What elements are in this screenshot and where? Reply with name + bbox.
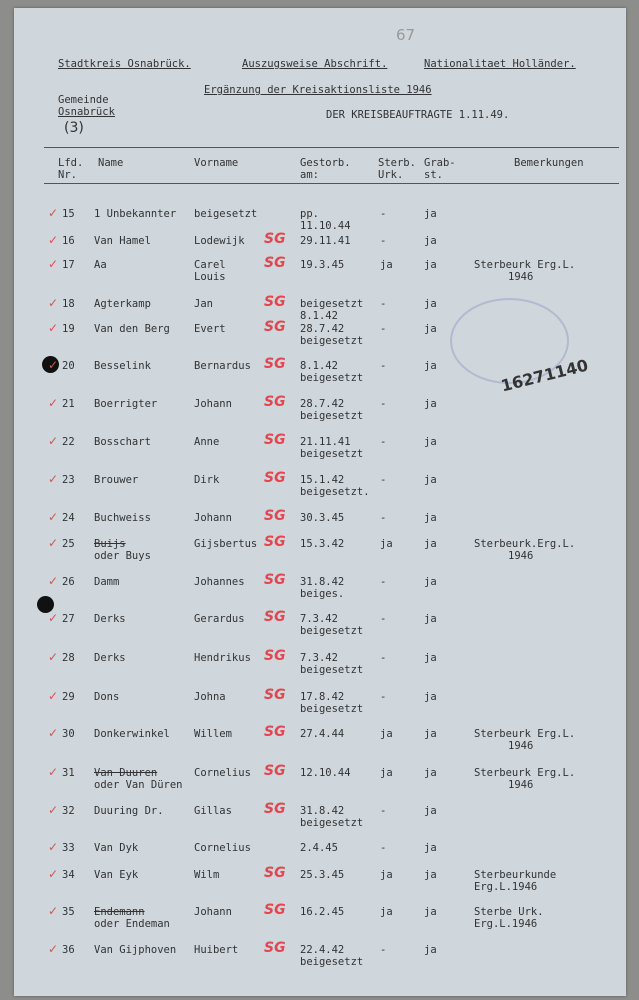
col-nr: Nr. — [58, 169, 77, 181]
row-vorname: Cornelius — [194, 767, 251, 779]
row-date: beigesetzt — [300, 298, 364, 310]
header-city: Stadtkreis Osnabrück. — [58, 58, 191, 70]
row-date-2: beiges. — [300, 588, 345, 600]
row-number: 32 — [62, 805, 75, 817]
row-vorname: Dirk — [194, 474, 220, 486]
row-number: 18 — [62, 298, 75, 310]
row-sterb-urk: - — [380, 652, 387, 664]
row-sterb-urk: - — [380, 842, 387, 854]
row-sg-mark: SG — [264, 940, 286, 956]
row-grab: ja — [424, 538, 437, 550]
row-grab: ja — [424, 842, 437, 854]
row-name: Van Dyk — [94, 842, 139, 854]
row-name: Damm — [94, 576, 120, 588]
row-check-mark: ✓ — [48, 574, 59, 588]
row-check-mark: ✓ — [48, 840, 59, 854]
row-date: 8.1.42 — [300, 360, 338, 372]
row-grab: ja — [424, 259, 437, 271]
row-grab: ja — [424, 576, 437, 588]
row-date: 31.8.42 — [300, 576, 345, 588]
row-sterb-urk: - — [380, 398, 387, 410]
row-check-mark: ✓ — [48, 904, 59, 918]
row-name: Boerrigter — [94, 398, 158, 410]
row-vorname: Gerardus — [194, 613, 245, 625]
row-vorname: Evert — [194, 323, 226, 335]
row-name: Duuring Dr. — [94, 805, 164, 817]
row-sterb-urk: - — [380, 613, 387, 625]
col-gestorb: Gestorb. — [300, 157, 351, 169]
row-sterb-urk: - — [380, 436, 387, 448]
row-number: 33 — [62, 842, 75, 854]
row-check-mark: ✓ — [48, 434, 59, 448]
row-date: 28.7.42 — [300, 398, 345, 410]
row-number: 28 — [62, 652, 75, 664]
row-bemerkung-2: Erg.L.1946 — [474, 881, 538, 893]
row-number: 23 — [62, 474, 75, 486]
row-sterb-urk: ja — [380, 869, 393, 881]
row-check-mark: ✓ — [48, 867, 59, 881]
row-name: Buijs — [94, 538, 126, 550]
row-name: Van Duuren — [94, 767, 158, 779]
row-grab: ja — [424, 767, 437, 779]
row-vorname: Johann — [194, 512, 232, 524]
row-sterb-urk: - — [380, 235, 387, 247]
row-vorname: Lodewijk — [194, 235, 245, 247]
row-check-mark: ✓ — [48, 233, 59, 247]
row-date: 7.3.42 — [300, 652, 338, 664]
row-number: 30 — [62, 728, 75, 740]
row-number: 21 — [62, 398, 75, 410]
col-sterb: Sterb. — [378, 157, 416, 169]
row-sterb-urk: - — [380, 805, 387, 817]
row-grab: ja — [424, 805, 437, 817]
row-name: Van den Berg — [94, 323, 170, 335]
row-check-mark: ✓ — [48, 942, 59, 956]
row-number: 20 — [62, 360, 75, 372]
row-bemerkung-2: 1946 — [508, 740, 534, 752]
header-rule-top — [44, 147, 619, 148]
row-sterb-urk: - — [380, 298, 387, 310]
row-name: Bosschart — [94, 436, 151, 448]
row-sg-mark: SG — [264, 534, 286, 550]
col-urk: Urk. — [378, 169, 404, 181]
col-name: Name — [98, 157, 124, 169]
row-bemerkung: Sterbeurk Erg.L. — [474, 767, 576, 779]
row-grab: ja — [424, 208, 437, 220]
row-date-2: beigesetzt. — [300, 486, 370, 498]
row-name: Aa — [94, 259, 107, 271]
row-number: 15 — [62, 208, 75, 220]
row-check-mark: ✓ — [48, 206, 59, 220]
row-vorname: Gijsbertus — [194, 538, 258, 550]
row-date-2: beigesetzt — [300, 625, 364, 637]
row-vorname: Gillas — [194, 805, 232, 817]
row-check-mark: ✓ — [48, 257, 59, 271]
row-sg-mark: SG — [264, 356, 286, 372]
row-date-2: beigesetzt — [300, 817, 364, 829]
row-vorname: Bernardus — [194, 360, 251, 372]
row-grab: ja — [424, 906, 437, 918]
row-sterb-urk: - — [380, 512, 387, 524]
row-date: 16.2.45 — [300, 906, 345, 918]
row-sg-mark: SG — [264, 255, 286, 271]
row-number: 29 — [62, 691, 75, 703]
header-supplement: Ergänzung der Kreisaktionsliste 1946 — [204, 84, 432, 96]
row-date-2: 8.1.42 — [300, 310, 338, 322]
row-sterb-urk: - — [380, 208, 387, 220]
row-check-mark: ✓ — [48, 472, 59, 486]
row-sg-mark: SG — [264, 902, 286, 918]
row-check-mark: ✓ — [48, 611, 59, 625]
row-sg-mark: SG — [264, 231, 286, 247]
row-sg-mark: SG — [264, 294, 286, 310]
row-check-mark: ✓ — [48, 358, 59, 372]
row-vorname-2: Louis — [194, 271, 226, 283]
row-date-2: beigesetzt — [300, 664, 364, 676]
row-vorname: Hendrikus — [194, 652, 251, 664]
row-date: 2.4.45 — [300, 842, 338, 854]
row-check-mark: ✓ — [48, 765, 59, 779]
row-vorname: Jan — [194, 298, 213, 310]
row-name: Buchweiss — [94, 512, 151, 524]
row-name: Besselink — [94, 360, 151, 372]
row-sg-mark: SG — [264, 319, 286, 335]
row-vorname: Johann — [194, 906, 232, 918]
row-sg-mark: SG — [264, 724, 286, 740]
row-date: 7.3.42 — [300, 613, 338, 625]
row-number: 16 — [62, 235, 75, 247]
row-name: Derks — [94, 652, 126, 664]
row-name: Donkerwinkel — [94, 728, 170, 740]
row-date: 22.4.42 — [300, 944, 345, 956]
row-date: 15.3.42 — [300, 538, 345, 550]
row-date: 28.7.42 — [300, 323, 345, 335]
col-grab: Grab- — [424, 157, 456, 169]
row-name: Endemann — [94, 906, 145, 918]
row-sg-mark: SG — [264, 865, 286, 881]
row-sg-mark: SG — [264, 687, 286, 703]
row-bemerkung-2: Erg.L.1946 — [474, 918, 538, 930]
row-sterb-urk: ja — [380, 259, 393, 271]
row-name: 1 Unbekannter — [94, 208, 177, 220]
stamp-handwritten-number: 16271140 — [499, 355, 591, 396]
row-date: 21.11.41 — [300, 436, 351, 448]
row-grab: ja — [424, 944, 437, 956]
row-check-mark: ✓ — [48, 689, 59, 703]
row-sterb-urk: ja — [380, 767, 393, 779]
row-vorname: Johna — [194, 691, 226, 703]
row-grab: ja — [424, 298, 437, 310]
row-sg-mark: SG — [264, 508, 286, 524]
row-sterb-urk: - — [380, 691, 387, 703]
row-date-2: 11.10.44 — [300, 220, 351, 232]
row-bemerkung-2: 1946 — [508, 550, 534, 562]
row-grab: ja — [424, 474, 437, 486]
row-number: 26 — [62, 576, 75, 588]
row-name: Van Gijphoven — [94, 944, 177, 956]
col-lfd: Lfd. — [58, 157, 84, 169]
row-sterb-urk: ja — [380, 906, 393, 918]
row-grab: ja — [424, 613, 437, 625]
row-bemerkung: Sterbeurkunde — [474, 869, 557, 881]
row-check-mark: ✓ — [48, 536, 59, 550]
row-name: Brouwer — [94, 474, 139, 486]
row-number: 19 — [62, 323, 75, 335]
municipality-name: Osnabrück — [58, 106, 115, 118]
row-bemerkung: Sterbe Urk. — [474, 906, 544, 918]
row-sg-mark: SG — [264, 470, 286, 486]
row-name-alt: oder Buys — [94, 550, 151, 562]
row-number: 34 — [62, 869, 75, 881]
row-number: 17 — [62, 259, 75, 271]
row-sterb-urk: - — [380, 360, 387, 372]
row-sterb-urk: - — [380, 944, 387, 956]
row-date: 30.3.45 — [300, 512, 345, 524]
row-check-mark: ✓ — [48, 396, 59, 410]
row-date-2: beigesetzt — [300, 410, 364, 422]
header-rule-bottom — [44, 183, 619, 184]
header-nationality: Nationalitaet Holländer. — [424, 58, 576, 70]
row-date-2: beigesetzt — [300, 703, 364, 715]
row-vorname: Huibert — [194, 944, 239, 956]
col-bemerkungen: Bemerkungen — [514, 157, 584, 169]
row-name-alt: oder Van Düren — [94, 779, 183, 791]
row-number: 35 — [62, 906, 75, 918]
row-vorname: Cornelius — [194, 842, 251, 854]
header-official: DER KREISBEAUFTRAGTE 1.11.49. — [326, 109, 510, 121]
row-sg-mark: SG — [264, 801, 286, 817]
row-number: 27 — [62, 613, 75, 625]
row-name: Dons — [94, 691, 120, 703]
row-check-mark: ✓ — [48, 803, 59, 817]
row-name-alt: oder Endeman — [94, 918, 170, 930]
row-date: 17.8.42 — [300, 691, 345, 703]
row-date: 15.1.42 — [300, 474, 345, 486]
row-date: 12.10.44 — [300, 767, 351, 779]
row-sg-mark: SG — [264, 763, 286, 779]
row-vorname: Wilm — [194, 869, 220, 881]
row-name: Van Hamel — [94, 235, 151, 247]
row-number: 25 — [62, 538, 75, 550]
row-vorname: Anne — [194, 436, 220, 448]
row-sg-mark: SG — [264, 394, 286, 410]
row-name: Derks — [94, 613, 126, 625]
row-sg-mark: SG — [264, 432, 286, 448]
row-grab: ja — [424, 323, 437, 335]
row-check-mark: ✓ — [48, 726, 59, 740]
row-sg-mark: SG — [264, 648, 286, 664]
row-number: 36 — [62, 944, 75, 956]
row-grab: ja — [424, 652, 437, 664]
row-date: 19.3.45 — [300, 259, 345, 271]
col-st: st. — [424, 169, 443, 181]
pencil-page-mark: (3) — [64, 120, 84, 136]
row-grab: ja — [424, 436, 437, 448]
col-vorname: Vorname — [194, 157, 239, 169]
row-vorname: Johannes — [194, 576, 245, 588]
row-grab: ja — [424, 360, 437, 372]
row-sterb-urk: ja — [380, 728, 393, 740]
row-bemerkung: Sterbeurk Erg.L. — [474, 259, 576, 271]
row-number: 24 — [62, 512, 75, 524]
row-bemerkung: Sterbeurk Erg.L. — [474, 728, 576, 740]
row-date: pp. — [300, 208, 319, 220]
row-date: 31.8.42 — [300, 805, 345, 817]
row-date: 25.3.45 — [300, 869, 345, 881]
row-sterb-urk: - — [380, 323, 387, 335]
row-vorname: beigesetzt — [194, 208, 258, 220]
row-check-mark: ✓ — [48, 321, 59, 335]
row-date-2: beigesetzt — [300, 448, 364, 460]
row-date: 29.11.41 — [300, 235, 351, 247]
row-sterb-urk: - — [380, 474, 387, 486]
row-name: Agterkamp — [94, 298, 151, 310]
row-check-mark: ✓ — [48, 296, 59, 310]
row-number: 22 — [62, 436, 75, 448]
row-check-mark: ✓ — [48, 650, 59, 664]
row-date-2: beigesetzt — [300, 372, 364, 384]
row-date-2: beigesetzt — [300, 956, 364, 968]
row-grab: ja — [424, 512, 437, 524]
row-check-mark: ✓ — [48, 510, 59, 524]
row-name: Van Eyk — [94, 869, 139, 881]
row-grab: ja — [424, 869, 437, 881]
row-bemerkung-2: 1946 — [508, 779, 534, 791]
row-bemerkung: Sterbeurk.Erg.L. — [474, 538, 576, 550]
row-sterb-urk: ja — [380, 538, 393, 550]
row-date-2: beigesetzt — [300, 335, 364, 347]
header-copy: Auszugsweise Abschrift. — [242, 58, 388, 70]
row-vorname: Johann — [194, 398, 232, 410]
row-number: 31 — [62, 767, 75, 779]
row-bemerkung-2: 1946 — [508, 271, 534, 283]
row-grab: ja — [424, 235, 437, 247]
row-sg-mark: SG — [264, 572, 286, 588]
col-am: am: — [300, 169, 319, 181]
row-vorname: Carel — [194, 259, 226, 271]
municipality-label: Gemeinde — [58, 94, 109, 106]
row-sterb-urk: - — [380, 576, 387, 588]
pencil-page-number: 67 — [396, 26, 416, 44]
row-sg-mark: SG — [264, 609, 286, 625]
row-grab: ja — [424, 728, 437, 740]
row-vorname: Willem — [194, 728, 232, 740]
row-date: 27.4.44 — [300, 728, 345, 740]
row-grab: ja — [424, 691, 437, 703]
row-grab: ja — [424, 398, 437, 410]
